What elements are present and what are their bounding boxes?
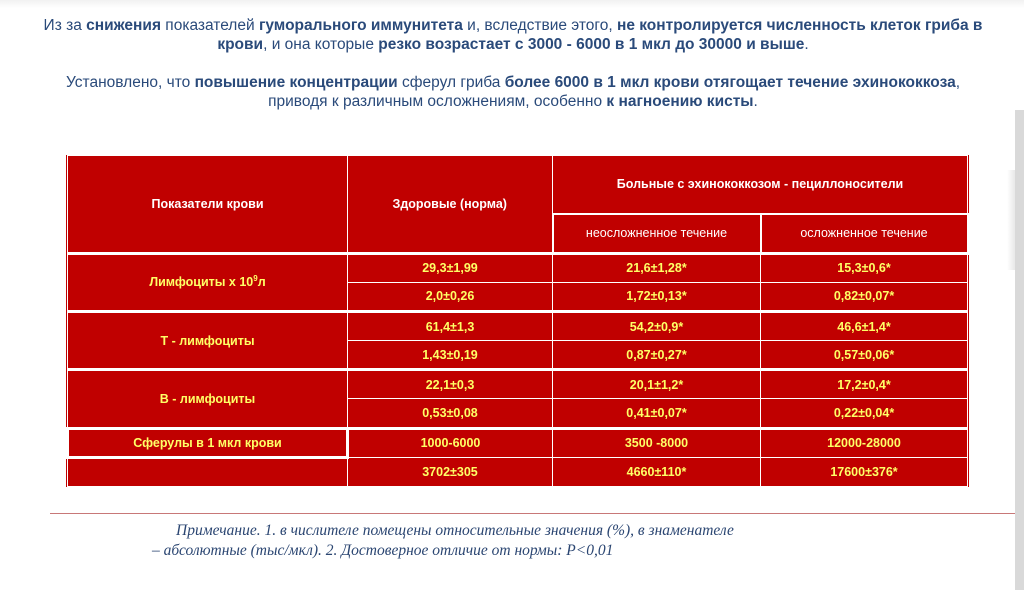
- intro-text-run: повышение концентрации: [194, 74, 398, 91]
- cell-value: 20,1±1,2*: [553, 370, 761, 399]
- side-decoration: [1015, 110, 1024, 590]
- header-uncomplicated: неосложненное течение: [553, 214, 761, 253]
- divider-line: [50, 513, 1015, 514]
- cell-value: 4660±110*: [553, 457, 761, 486]
- cell-value: 21,6±1,28*: [553, 253, 761, 282]
- header-complicated: осложненное течение: [761, 214, 968, 253]
- cell-value: 12000-28000: [761, 428, 968, 457]
- header-indicators: Показатели крови: [68, 156, 348, 254]
- intro-text: [40, 16, 986, 111]
- intro-text-run: сферул гриба: [397, 74, 505, 91]
- cell-value: 0,22±0,04*: [761, 399, 968, 428]
- cell-value: 3500 -8000: [553, 428, 761, 457]
- cell-value: 3702±305: [348, 457, 553, 486]
- cell-value: 17,2±0,4*: [761, 370, 968, 399]
- cell-value: 1000-6000: [348, 428, 553, 457]
- cell-value: 0,53±0,08: [348, 399, 553, 428]
- blood-indicators-table: [66, 155, 969, 487]
- row-label-t-lymphocytes: Т - лимфоциты: [68, 311, 348, 369]
- cell-value: 1,43±0,19: [348, 341, 553, 370]
- intro-text-run: показателей: [161, 17, 259, 34]
- cell-value: 54,2±0,9*: [553, 311, 761, 340]
- cell-value: 29,3±1,99: [348, 253, 553, 282]
- cell-value: 15,3±0,6*: [761, 253, 968, 282]
- intro-text-run: к нагноению кисты: [606, 93, 754, 110]
- header-patients: Больные с эхинококкозом - пециллоносители: [553, 156, 968, 214]
- cell-value: 0,82±0,07*: [761, 282, 968, 311]
- footnote: [152, 521, 916, 561]
- intro-text-run: Установлено, что: [66, 74, 195, 91]
- intro-text-run: гуморального иммунитета: [258, 17, 463, 34]
- cell-value: 61,4±1,3: [348, 311, 553, 340]
- footnote-line-1: Примечание. 1. в числителе помещены относительные значения (%), в знаменателе: [176, 522, 734, 539]
- cell-value: 22,1±0,3: [348, 370, 553, 399]
- intro-text-run: , приводя к различным осложнениям, особенно: [268, 74, 960, 110]
- intro-text-run: не контролируется численность клеток гриба в крови: [217, 17, 983, 53]
- intro-text-run: Из за: [43, 17, 87, 34]
- row-label-b-lymphocytes: В - лимфоциты: [68, 370, 348, 428]
- intro-paragraph-1: [40, 16, 986, 54]
- cell-value: 2,0±0,26: [348, 282, 553, 311]
- cell-value: 0,87±0,27*: [553, 341, 761, 370]
- intro-text-run: и, вследствие этого,: [462, 17, 617, 34]
- cell-value: 46,6±1,4*: [761, 311, 968, 340]
- row-label-spherules: Сферулы в 1 мкл крови: [68, 428, 348, 457]
- cell-value: 0,41±0,07*: [553, 399, 761, 428]
- intro-text-run: .: [804, 36, 809, 53]
- cell-value: 1,72±0,13*: [553, 282, 761, 311]
- empty-cell: [68, 457, 348, 486]
- footnote-line-2: – абсолютные (тыс/мкл). 2. Достоверное отличие от нормы: P<0,01: [152, 542, 614, 559]
- intro-paragraph-2: [40, 73, 986, 111]
- header-healthy: Здоровые (норма): [348, 156, 553, 254]
- intro-text-run: , и она которые: [263, 36, 379, 53]
- cell-value: 0,57±0,06*: [761, 341, 968, 370]
- cell-value: 17600±376*: [761, 457, 968, 486]
- intro-text-run: .: [753, 93, 758, 110]
- intro-text-run: более 6000 в 1 мкл крови отягощает течение эхинококкоза: [504, 74, 956, 91]
- row-label-lymphocytes: Лимфоциты х $10^9л$: [68, 253, 348, 311]
- intro-text-run: резко возрастает с 3000 - 6000 в 1 мкл до 30000 и выше: [378, 36, 805, 53]
- top-band: [0, 0, 1024, 8]
- intro-text-run: снижения: [86, 17, 161, 34]
